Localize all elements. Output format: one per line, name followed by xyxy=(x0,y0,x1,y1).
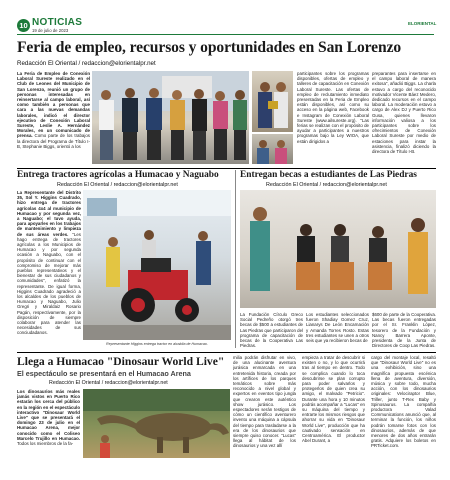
section-divider-1 xyxy=(17,168,436,169)
article3-col3: $600 de parte de la Cooperativa. Las becas fueron entregadas por el Sr. Franklin López, tesorero de la Fundación y Nancy Barrera Aponte, presidenta de la Junta de Directores de Coop Las Piedras. xyxy=(372,312,436,348)
column-divider xyxy=(235,170,236,348)
article1-col1-rest: Como parte de los trabajos la directora del Programa de Título I-B, Stephanie Biggs, orientó a los xyxy=(17,133,90,149)
article1-photo-group xyxy=(92,71,249,164)
article4-col4: cargo del montaje local, resaltó que "Dinosaur World Live" no es una exhibición, sino una magnífica propuesta escénica llena de aventura, diversión, música y sobre todo, mucha acción, con los dinosaurios originales: Velociraptor Blue, Triller, junto T-Rex Baby y Spinosaurus. La compañía productora Valad Communications anunció que, al terminar la función, los niños podrán tomarse fotos con los dinosaurios, además de que menores de dos años entrarán gratis. Adquiere los boletos en PRTicket.com. xyxy=(371,355,436,449)
article2-lead: La Representante del Distrito 35, Sol Y. Higgins Cuadrado, hizo entrega de tractores agrícolas 4x4 al municipio de Humacao y por segunda vez, a Naguabo; el tuvo ayuda, para apoyarles en los trabajos de mantenimiento y limpieza de sus áreas verdes. xyxy=(17,190,81,237)
article1-col2: participantes sobre los programas disponibles, ofertas de empleo y talleres de capacitación en Conexión Laboral Sureste. Las ofertas de empleo de reclutamiento inmediato presentadas en la Feria de Empleo están disponibles, así como su acceso en la página web, Facebook e Instagram de Conexión Laboral Sureste (www.ailsureste.org). "Las ferias se realizan con el propósito de ayudar a participantes a nuestros programas bajo la Ley WIOA, que están dirigidos a xyxy=(297,71,369,144)
article4-photo-dinosaur xyxy=(83,389,230,458)
article3-photo-scholarships xyxy=(240,190,436,308)
page-number-badge: 10 xyxy=(17,19,30,32)
article4-lead: Los dinosaurios más reales jamás vistos en Puerto Rico estarán los cerca del público en la región en el espectáculo interactivo "Dinosaur World Live" que se presentará el domingo 23 de julio en el Humacao Arena, mejor conocido como el Coliseo Marcelo Trujillo en Humacao. xyxy=(17,389,80,441)
article4-photo-illustration xyxy=(83,389,230,458)
article1-photo-staff xyxy=(252,134,293,164)
article2-byline: Redacción El Oriental / redaccion@elorientalpr.net xyxy=(57,182,178,188)
article4-col3: empieza a tratar de descubrir si existen o no, y lo que ocurrirá tras al tiempo en dentro. Todo se complica cuando lo toca descubrirse se plan corrupto para poder salvarlos y protegerlos de quien crea su amigo, el malvado "Petricio". Durante una hora y 10 minutos podrás acompañar a "Lucas" en su máquina del tiempo y entrarte los mismos riesgos que ahorrar su vida en "Dinosaur World Live", producción que ha cautivado sensación en Centroamérica. El productor Abel Durant, a xyxy=(302,355,365,444)
article4-col1 xyxy=(17,389,80,463)
article2-body: "Les hago entrega de tractores agrícolas a los Municipios de Humacao y por segunda ocasión a Naguabo, con el propósito de continuar con el compromiso de mejorar más pueblos representativos y el bienestar de sus ciudadanos y comunidades", enfatizó la representante. De igual forma, Higgins Cuadrado agradeció a los alcaldes de los pueblos de Humacao y Naguabo, Julio Gregri y Miraldaiz Rosario Pagán, respectivamente, por la disposición de siempre colaborar para atender las necesidades de sus conciudadanos. xyxy=(17,231,81,336)
brand-logo xyxy=(408,21,436,26)
article2-photo-illustration xyxy=(83,190,231,340)
article4-headline: Llega a Humacao "Dinosaur World Live" xyxy=(17,355,225,368)
article1-headline: Feria de empleo, recursos y oportunidades en San Lorenzo xyxy=(17,39,402,56)
article3-headline: Entregan becas a estudiantes de Las Piedras xyxy=(240,170,417,180)
article1-photo-award xyxy=(252,71,293,132)
article3-photo-illustration xyxy=(240,190,436,308)
issue-date: 19 de julio de 2023 xyxy=(32,28,69,33)
article1-col1 xyxy=(17,71,90,167)
article1-photo-staff-illustration xyxy=(252,134,293,164)
article1-byline: Redacción El Oriental / redaccion@elorientalpr.net xyxy=(17,60,156,67)
section-divider-2 xyxy=(17,352,436,353)
article4-byline: Redacción El Oriental / redaccion@elorientalpr.net xyxy=(49,380,168,386)
brand-logo-text: ELORIENTAL xyxy=(408,21,437,26)
article1-lead: La Feria de Empleo de Conexión Laboral Sureste realizado en el Club de Leones del Municipio de San Lorenzo, reunió un grupo de personas interesadas en reinsertarse al campo laboral, así como también a personas que cara a las nuevas demandas laborales, indicó el director ejecutivo de Conexión Laboral Sureste, Leslie A. Hernández Morales, en un comunicado de prensa. xyxy=(17,71,90,139)
article3-col2: Los estudiantes seleccionados fueron Shadiay Gomez Cruz, Lianarys De León Encarnación y Amanda Torres Rosto. Estas tres estudiantes se unen a otros seis que ya recibieron becas de xyxy=(306,312,369,344)
article1-photo-award-illustration xyxy=(252,71,293,132)
article4-col1-rest: Todos los miembros de la fa- xyxy=(17,441,74,447)
article2-headline: Entrega tractores agrícolas a Humacao y Naguabo xyxy=(17,170,219,180)
article4-col2: milia podrán disfrutar en vivo, de una alucinante aventura jurásica enmarcada en una entretenida historia, creada por los artífices de los parques temáticos sobre más reconocido a nivel global y expertos en eventos tipo jungla que crearon este auténtico show jurásico. Los espectadores serán testigos de cómo un científico aventurero invento una máquina a cápsula del tiempo para trasladarse a la era de los dinosaurios que siempre quiso conocer. "Lucas" llega al hábitat de los dinosaurios y una vez allí xyxy=(233,355,296,449)
article1-photo-illustration xyxy=(92,71,249,164)
section-label: NOTICIAS xyxy=(32,17,83,28)
article2-caption: Representante Higgins entrega tractor en alcaldía de Humacao. xyxy=(106,342,208,346)
header-rule xyxy=(17,34,434,35)
article4-subheadline: El espectáculo se presentará en el Humacao Arena xyxy=(17,369,191,378)
article2-photo-tractor xyxy=(83,190,231,340)
article2-col1 xyxy=(17,190,81,347)
article1-col3: preparantes para insertarse en el campo laboral de manera exitosa", añadió Biggs. La charla estuvo a cargo del reconocido motivador Vicente Báez Medero, dedicado recursos en el campo laboral. La moderación estuvo a cargo de Alex DJ y Puerto Rico Gusa, quienes llevaron información valiosa a los participantes sobre los ofrecimientos de Conexión Laboral Sureste por medio de estaciones para instar la asistencia, finalizó diciendo la directora de Título I-B. xyxy=(372,71,436,155)
article3-col1: La Fundación Círculo Greco Social Pedreño otorgó tres becas de $500 a estudiantes de Las Piedras que participaron del programa de capacitación de becas de la Cooperativa Las Piedras. xyxy=(240,312,303,348)
article3-byline: Redacción El Oriental / redaccion@elorientalpr.net xyxy=(266,182,387,188)
